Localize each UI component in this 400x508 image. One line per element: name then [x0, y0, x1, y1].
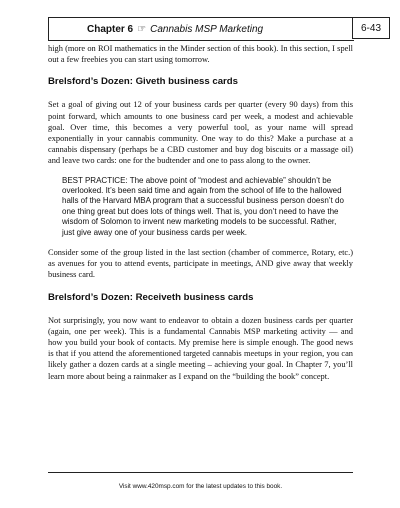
groups-paragraph: Consider some of the group listed in the last section (chamber of commerce, Rotary, etc.) as avenues for you to attend events, participate in meetings, AND give away that weekly business card.: [48, 248, 353, 280]
best-practice-note: BEST PRACTICE: The above point of “modest and achievable” shouldn’t be overlooked. It’s been said time and again from the school of life to the hallowed halls of the Harvard MBA program that a successful business person doesn’t do one thing great but does lots of things well. That is, you don’t need to have the wisdom of Solomon to invent new marketing models to be successful. Rather, just give away one of your business cards per week.: [62, 175, 344, 237]
page-number: 6-43: [352, 17, 390, 39]
chapter-label: Chapter 6: [87, 23, 134, 35]
receiveth-paragraph: Not surprisingly, you now want to endeavor to obtain a dozen business cards per quarter (again, one per week). This is a fundamental Cannabis MSP marketing activity — and how you build your book of contacts. My premise here is simple enough. The good news is that if you attend the aforementioned targeted cannabis meetups in your region, you can likely gather a dozen cards at a single meeting – achieving your goal. In Chapter 7, you’ll learn more about being a rainmaker as I expand on the “building the book” concept.: [48, 315, 353, 381]
chapter-title: Cannabis MSP Marketing: [150, 23, 264, 35]
footer-text: Visit www.420msp.com for the latest updates to this book.: [118, 483, 283, 490]
section-heading-giveth: Brelsford’s Dozen: Giveth business cards: [48, 76, 238, 88]
section-heading-receiveth: Brelsford’s Dozen: Receiveth business cards: [48, 291, 254, 303]
intro-paragraph: high (more on ROI mathematics in the Minder section of this book). In this section, I spell out a few freebies you can start using tomorrow.: [48, 44, 353, 65]
pointing-hand-icon: ☞: [137, 23, 147, 35]
footer-divider: [48, 472, 353, 473]
giveth-paragraph: Set a goal of giving out 12 of your business cards per quarter (every 90 days) from this point forward, which amounts to one business card per week, a modest and achievable goal. Over time, this becomes a very powerful tool, as your name will spread exponentially in your cannabis community. One way to do this? Make a purchase at a cannabis dispensary (perhaps be a CBD customer and buy dog biscuits or a massage oil) and leave two cards: one for the budtender and one to pass along to the owner.: [48, 100, 353, 166]
page-body: [48, 43, 353, 382]
running-header: [48, 17, 354, 41]
